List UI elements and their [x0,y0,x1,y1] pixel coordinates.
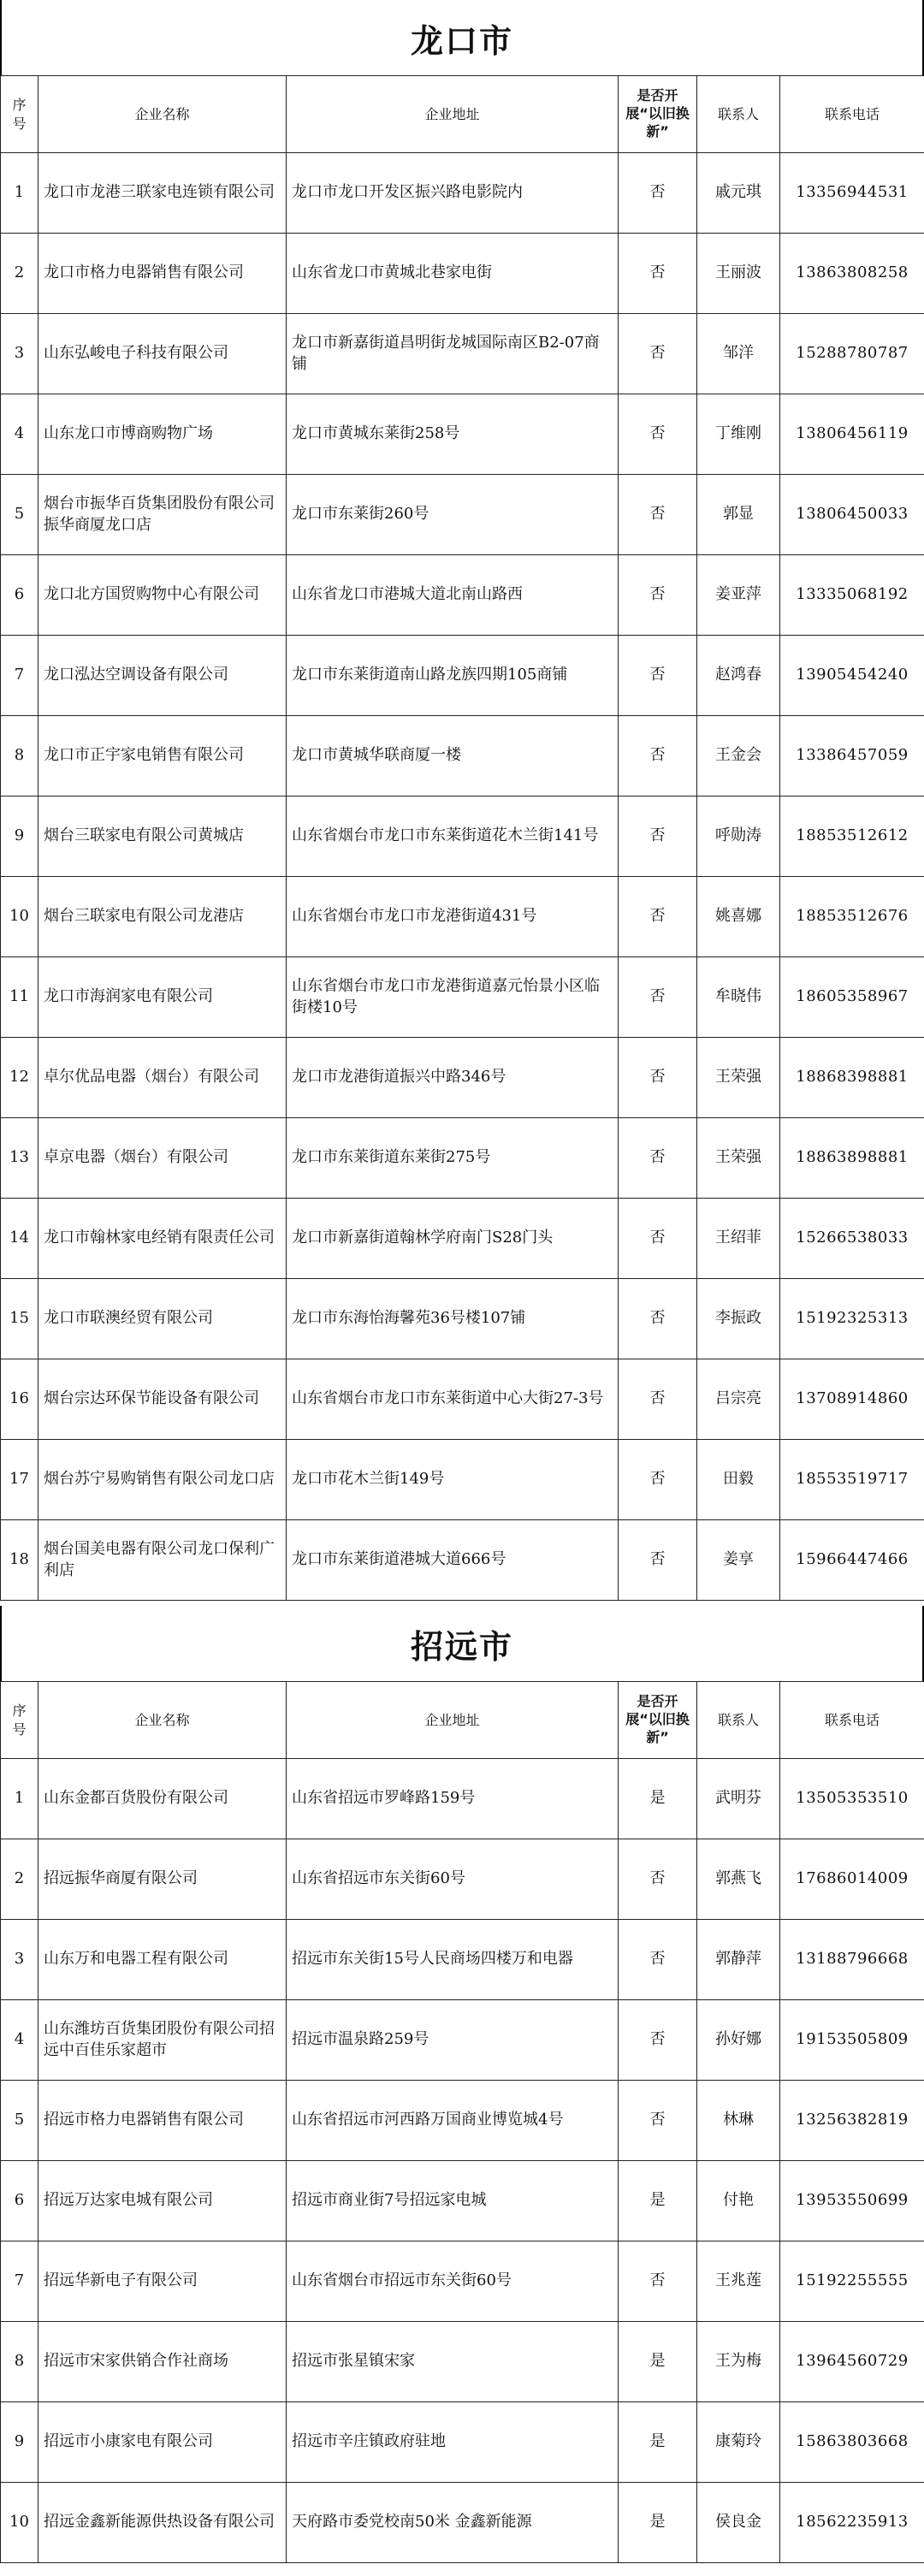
cell-company-name: 烟台苏宁易购销售有限公司龙口店 [38,1440,287,1520]
cell-trade-in-flag: 否 [619,2241,697,2322]
cell-trade-in-flag: 否 [619,1279,697,1359]
cell-contact-phone: 13905454240 [780,636,924,716]
cell-company-name: 烟台宗达环保节能设备有限公司 [38,1359,287,1440]
cell-company-name: 烟台三联家电有限公司黄城店 [38,796,287,877]
cell-trade-in-flag: 否 [619,234,697,314]
cell-trade-in-flag: 否 [619,394,697,475]
cell-company-name: 龙口泓达空调设备有限公司 [38,636,287,716]
table-row [1,2161,924,2241]
cell-serial-number: 1 [1,153,38,234]
cell-company-address: 龙口市新嘉街道翰林学府南门S28门头 [287,1199,619,1279]
cell-trade-in-flag: 否 [619,2081,697,2161]
cell-trade-in-flag: 否 [619,1839,697,1920]
cell-company-name: 招远万达家电城有限公司 [38,2161,287,2241]
table-row [1,2000,924,2081]
cell-trade-in-flag: 否 [619,1359,697,1440]
cell-company-address: 龙口市东莱街道港城大道666号 [287,1520,619,1601]
cell-company-name: 龙口市正宇家电销售有限公司 [38,716,287,796]
cell-contact-phone: 13505353510 [780,1759,924,1839]
cell-company-address: 天府路市委党校南50米 金鑫新能源 [287,2483,619,2563]
cell-serial-number: 6 [1,555,38,636]
table-row [1,2402,924,2483]
cell-trade-in-flag: 否 [619,555,697,636]
header-contact-person: 联系人 [697,76,780,153]
cell-company-name: 龙口市联澳经贸有限公司 [38,1279,287,1359]
cell-company-address: 山东省龙口市黄城北巷家电街 [287,234,619,314]
cell-trade-in-flag: 是 [619,2402,697,2483]
cell-contact-phone: 18853512612 [780,796,924,877]
cell-company-address: 龙口市黄城东莱街258号 [287,394,619,475]
cell-serial-number: 5 [1,475,38,555]
cell-serial-number: 7 [1,636,38,716]
cell-contact-person: 吕宗亮 [697,1359,780,1440]
cell-company-address: 山东省招远市河西路万国商业博览城4号 [287,2081,619,2161]
table-row [1,1279,924,1359]
cell-contact-person: 郭显 [697,475,780,555]
table-row [1,796,924,877]
table-row [1,1520,924,1601]
cell-serial-number: 8 [1,716,38,796]
cell-company-address: 山东省招远市东关街60号 [287,1839,619,1920]
header-serial-number: 序号 [1,1682,38,1759]
cell-company-address: 龙口市龙港街道振兴中路346号 [287,1038,619,1118]
cell-contact-phone: 13708914860 [780,1359,924,1440]
cell-trade-in-flag: 否 [619,314,697,394]
table-row [1,1118,924,1199]
cell-trade-in-flag: 否 [619,796,697,877]
cell-contact-person: 戚元琪 [697,153,780,234]
cell-company-address: 招远市东关街15号人民商场四楼万和电器 [287,1920,619,2000]
cell-company-name: 烟台三联家电有限公司龙港店 [38,877,287,957]
cell-contact-phone: 13806450033 [780,475,924,555]
cell-serial-number: 18 [1,1520,38,1601]
cell-company-address: 龙口市黄城华联商厦一楼 [287,716,619,796]
cell-company-name: 山东金都百货股份有限公司 [38,1759,287,1839]
cell-serial-number: 4 [1,2000,38,2081]
cell-company-name: 龙口市翰林家电经销有限责任公司 [38,1199,287,1279]
table-header-row [1,1682,924,1759]
table-row [1,957,924,1038]
cell-contact-phone: 13335068192 [780,555,924,636]
cell-company-name: 招远市宋家供销合作社商场 [38,2322,287,2402]
cell-contact-person: 王绍菲 [697,1199,780,1279]
header-trade-in-flag: 是否开展“以旧换新” [619,1682,697,1759]
cell-contact-phone: 15192325313 [780,1279,924,1359]
cell-contact-phone: 15266538033 [780,1199,924,1279]
cell-serial-number: 5 [1,2081,38,2161]
cell-contact-phone: 18553519717 [780,1440,924,1520]
table-row [1,1199,924,1279]
cell-serial-number: 10 [1,877,38,957]
cell-trade-in-flag: 否 [619,475,697,555]
table-row [1,716,924,796]
cell-serial-number: 9 [1,2402,38,2483]
cell-serial-number: 11 [1,957,38,1038]
cell-serial-number: 9 [1,796,38,877]
table-row [1,1359,924,1440]
cell-contact-phone: 18868398881 [780,1038,924,1118]
cell-company-address: 龙口市东海怡海馨苑36号楼107铺 [287,1279,619,1359]
company-table [0,75,924,1601]
cell-serial-number: 7 [1,2241,38,2322]
cell-serial-number: 1 [1,1759,38,1839]
cell-company-name: 招远市小康家电有限公司 [38,2402,287,2483]
header-contact-phone: 联系电话 [780,1682,924,1759]
cell-company-address: 龙口市龙口开发区振兴路电影院内 [287,153,619,234]
cell-contact-person: 王为梅 [697,2322,780,2402]
cell-contact-phone: 15288780787 [780,314,924,394]
cell-company-name: 招远金鑫新能源供热设备有限公司 [38,2483,287,2563]
cell-contact-person: 郭燕飞 [697,1839,780,1920]
table-row [1,475,924,555]
cell-contact-person: 付艳 [697,2161,780,2241]
cell-company-address: 山东省烟台市龙口市龙港街道嘉元怡景小区临街楼10号 [287,957,619,1038]
table-row [1,636,924,716]
cell-trade-in-flag: 否 [619,1199,697,1279]
cell-trade-in-flag: 否 [619,877,697,957]
cell-company-address: 龙口市东莱街260号 [287,475,619,555]
header-contact-phone: 联系电话 [780,76,924,153]
cell-contact-phone: 18853512676 [780,877,924,957]
cell-company-name: 烟台国美电器有限公司龙口保利广利店 [38,1520,287,1601]
cell-trade-in-flag: 否 [619,1920,697,2000]
cell-trade-in-flag: 是 [619,2483,697,2563]
cell-company-name: 山东弘峻电子科技有限公司 [38,314,287,394]
table-row [1,234,924,314]
table-row [1,555,924,636]
cell-trade-in-flag: 否 [619,716,697,796]
cell-contact-person: 侯良金 [697,2483,780,2563]
header-company-name: 企业名称 [38,76,287,153]
cell-company-address: 山东省招远市罗峰路159号 [287,1759,619,1839]
cell-trade-in-flag: 是 [619,1759,697,1839]
cell-trade-in-flag: 否 [619,153,697,234]
cell-company-address: 山东省龙口市港城大道北南山路西 [287,555,619,636]
cell-contact-person: 康菊玲 [697,2402,780,2483]
cell-company-address: 龙口市花木兰街149号 [287,1440,619,1520]
table-row [1,314,924,394]
company-table [0,1681,924,2563]
cell-serial-number: 3 [1,1920,38,2000]
cell-company-address: 招远市辛庄镇政府驻地 [287,2402,619,2483]
cell-contact-person: 李振政 [697,1279,780,1359]
cell-trade-in-flag: 是 [619,2161,697,2241]
cell-contact-phone: 15192255555 [780,2241,924,2322]
cell-contact-phone: 13256382819 [780,2081,924,2161]
header-company-address: 企业地址 [287,76,619,153]
table-row [1,1038,924,1118]
cell-contact-phone: 13188796668 [780,1920,924,2000]
cell-company-name: 龙口市龙港三联家电连锁有限公司 [38,153,287,234]
cell-contact-person: 王丽波 [697,234,780,314]
table-header-row [1,76,924,153]
cell-trade-in-flag: 是 [619,2322,697,2402]
cell-contact-person: 姚喜娜 [697,877,780,957]
table-row [1,2081,924,2161]
cell-contact-person: 武明芬 [697,1759,780,1839]
cell-contact-phone: 13356944531 [780,153,924,234]
cell-trade-in-flag: 否 [619,1440,697,1520]
cell-contact-person: 林琳 [697,2081,780,2161]
cell-serial-number: 4 [1,394,38,475]
cell-company-address: 龙口市新嘉街道昌明街龙城国际南区B2-07商铺 [287,314,619,394]
cell-serial-number: 3 [1,314,38,394]
cell-company-name: 龙口北方国贸购物中心有限公司 [38,555,287,636]
cell-contact-phone: 13863808258 [780,234,924,314]
table-row [1,2322,924,2402]
cell-contact-person: 邹洋 [697,314,780,394]
cell-trade-in-flag: 否 [619,636,697,716]
section-title: 龙口市 [0,0,924,75]
cell-company-name: 招远振华商厦有限公司 [38,1839,287,1920]
cell-trade-in-flag: 否 [619,957,697,1038]
cell-contact-person: 王荣强 [697,1038,780,1118]
cell-company-name: 龙口市海润家电有限公司 [38,957,287,1038]
cell-serial-number: 12 [1,1038,38,1118]
cell-contact-phone: 18863898881 [780,1118,924,1199]
cell-company-name: 卓京电器（烟台）有限公司 [38,1118,287,1199]
cell-company-address: 山东省烟台市龙口市龙港街道431号 [287,877,619,957]
header-serial-number: 序号 [1,76,38,153]
cell-serial-number: 15 [1,1279,38,1359]
cell-company-address: 龙口市东莱街道南山路龙族四期105商铺 [287,636,619,716]
cell-company-address: 山东省烟台市龙口市东莱街道中心大街27-3号 [287,1359,619,1440]
cell-serial-number: 10 [1,2483,38,2563]
table-row [1,1839,924,1920]
cell-company-name: 山东龙口市博商购物广场 [38,394,287,475]
cell-company-address: 招远市温泉路259号 [287,2000,619,2081]
cell-contact-phone: 13386457059 [780,716,924,796]
cell-company-name: 卓尔优品电器（烟台）有限公司 [38,1038,287,1118]
cell-contact-person: 田毅 [697,1440,780,1520]
cell-contact-person: 姜亚萍 [697,555,780,636]
header-contact-person: 联系人 [697,1682,780,1759]
cell-contact-person: 丁维刚 [697,394,780,475]
table-row [1,394,924,475]
cell-contact-phone: 18605358967 [780,957,924,1038]
table-row [1,877,924,957]
cell-company-name: 招远华新电子有限公司 [38,2241,287,2322]
cell-serial-number: 16 [1,1359,38,1440]
header-company-name: 企业名称 [38,1682,287,1759]
cell-company-name: 山东万和电器工程有限公司 [38,1920,287,2000]
cell-company-name: 龙口市格力电器销售有限公司 [38,234,287,314]
cell-trade-in-flag: 否 [619,1118,697,1199]
table-row [1,1759,924,1839]
cell-company-address: 招远市张星镇宋家 [287,2322,619,2402]
cell-contact-person: 王荣强 [697,1118,780,1199]
cell-company-address: 龙口市东莱街道东莱街275号 [287,1118,619,1199]
cell-contact-phone: 15966447466 [780,1520,924,1601]
cell-contact-person: 王兆莲 [697,2241,780,2322]
header-company-address: 企业地址 [287,1682,619,1759]
cell-contact-phone: 15863803668 [780,2402,924,2483]
cell-trade-in-flag: 否 [619,1520,697,1601]
cell-serial-number: 17 [1,1440,38,1520]
cell-contact-phone: 19153505809 [780,2000,924,2081]
cell-company-name: 烟台市振华百货集团股份有限公司振华商厦龙口店 [38,475,287,555]
cell-contact-phone: 13953550699 [780,2161,924,2241]
cell-trade-in-flag: 否 [619,2000,697,2081]
table-row [1,2483,924,2563]
cell-contact-person: 呼勋涛 [697,796,780,877]
table-row [1,1920,924,2000]
section-title: 招远市 [0,1606,924,1681]
cell-company-address: 山东省烟台市龙口市东莱街道花木兰街141号 [287,796,619,877]
cell-serial-number: 6 [1,2161,38,2241]
cell-serial-number: 14 [1,1199,38,1279]
cell-company-name: 山东潍坊百货集团股份有限公司招远中百佳乐家超市 [38,2000,287,2081]
cell-company-address: 山东省烟台市招远市东关街60号 [287,2241,619,2322]
cell-serial-number: 8 [1,2322,38,2402]
cell-serial-number: 2 [1,1839,38,1920]
cell-contact-person: 王金会 [697,716,780,796]
cell-serial-number: 2 [1,234,38,314]
cell-company-name: 招远市格力电器销售有限公司 [38,2081,287,2161]
cell-contact-person: 赵鸿春 [697,636,780,716]
cell-contact-person: 郭静萍 [697,1920,780,2000]
cell-contact-person: 牟晓伟 [697,957,780,1038]
cell-contact-phone: 17686014009 [780,1839,924,1920]
table-row [1,2241,924,2322]
cell-contact-person: 姜享 [697,1520,780,1601]
cell-contact-person: 孙好娜 [697,2000,780,2081]
cell-contact-phone: 18562235913 [780,2483,924,2563]
cell-contact-phone: 13806456119 [780,394,924,475]
cell-serial-number: 13 [1,1118,38,1199]
cell-company-address: 招远市商业街7号招远家电城 [287,2161,619,2241]
header-trade-in-flag: 是否开展“以旧换新” [619,76,697,153]
table-row [1,153,924,234]
cell-trade-in-flag: 否 [619,1038,697,1118]
cell-contact-phone: 13964560729 [780,2322,924,2402]
table-row [1,1440,924,1520]
